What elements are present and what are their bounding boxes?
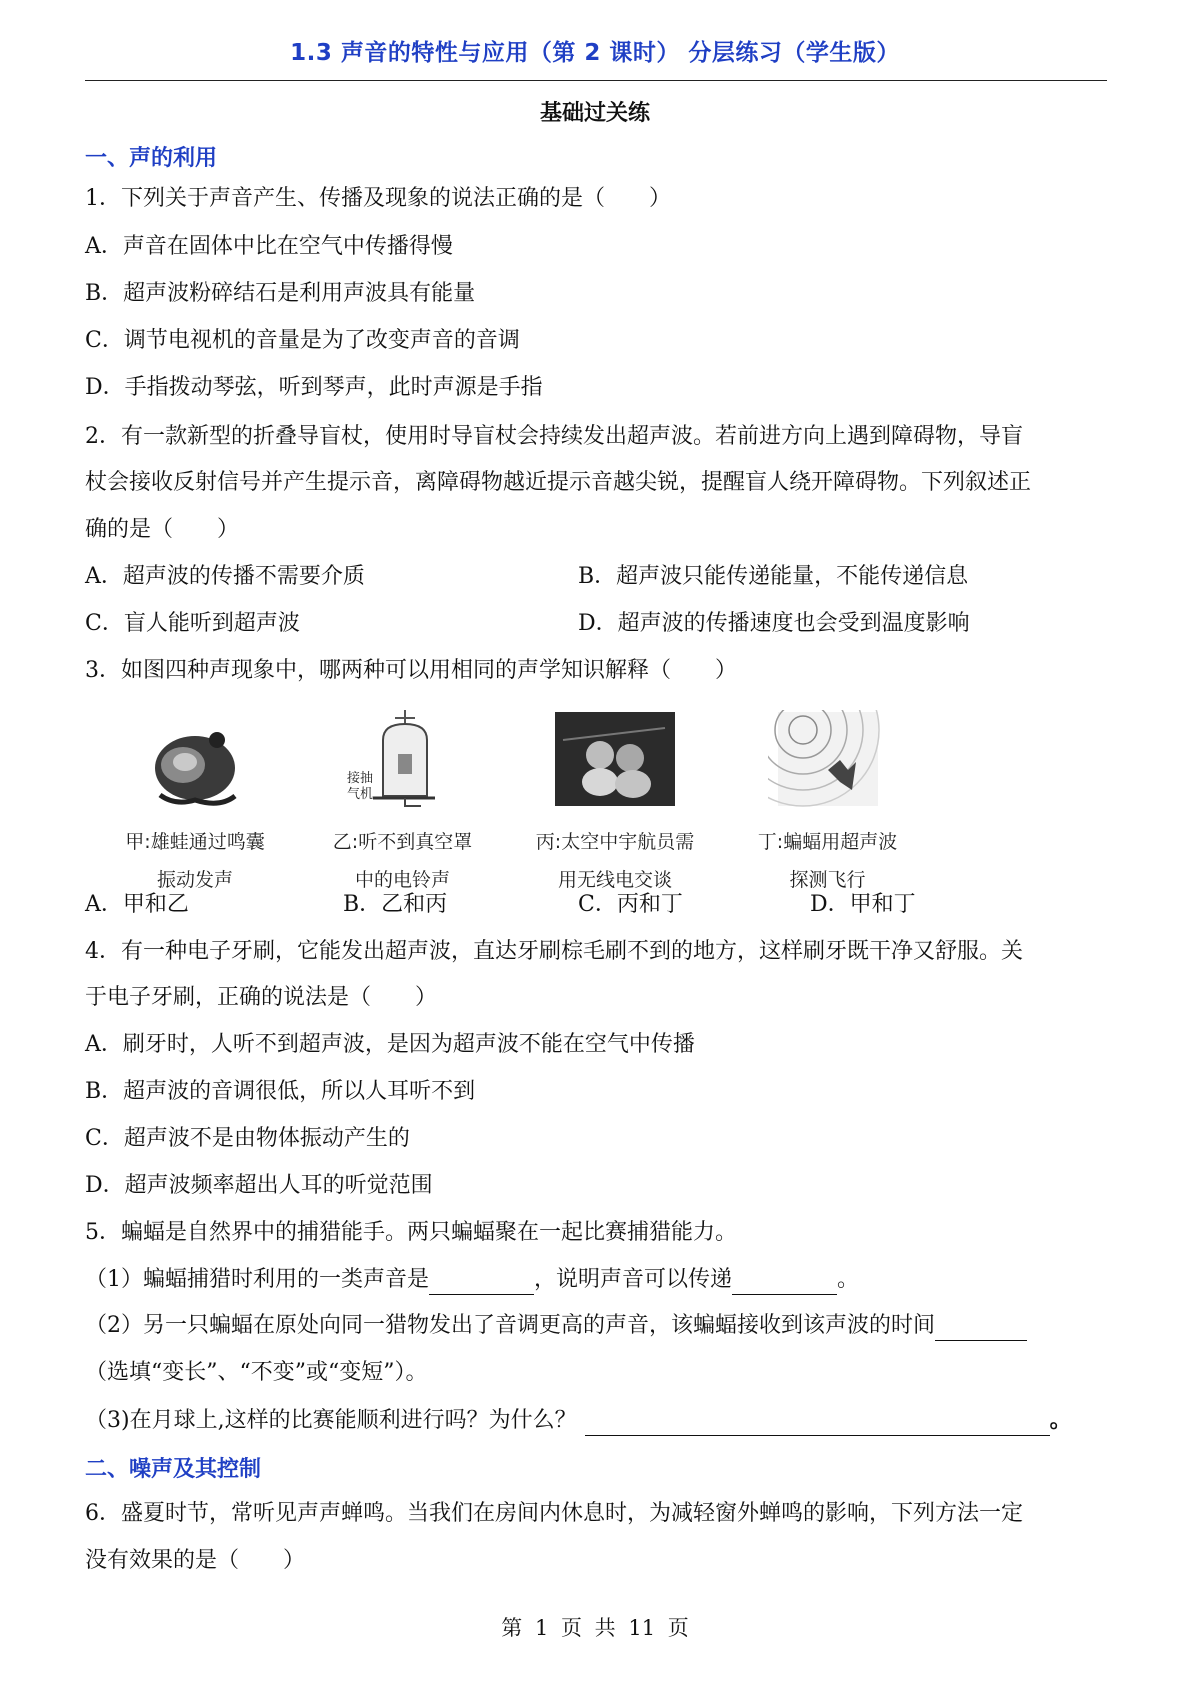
q5-part1-text-b: ，说明声音可以传递: [534, 1267, 733, 1292]
figure-jia: [105, 710, 285, 899]
question-2-option-a: A．超声波的传播不需要介质: [85, 564, 365, 589]
question-1-option-b: B．超声波粉碎结石是利用声波具有能量: [85, 281, 476, 306]
question-4-option-a: A．刷牙时，人听不到超声波，是因为超声波不能在空气中传播: [85, 1032, 695, 1057]
question-3-figures: [85, 710, 985, 891]
q5-answer-blank-3[interactable]: [935, 1318, 1027, 1341]
section-heading-noise-control: 二、噪声及其控制: [85, 1457, 262, 1482]
question-6-stem-line: 没有效果的是（ ）: [85, 1548, 306, 1573]
bell-jar-label-1: 接抽: [346, 771, 373, 786]
figure-ding-caption-line2: 探测飞行: [789, 869, 866, 891]
figure-ding-caption-line1: 丁:蝙蝠用超声波: [757, 831, 898, 853]
q5-part2-text-a: （2）另一只蝙蝠在原处向同一猎物发出了音调更高的声音，该蝙蝠接收到该声波的时间: [85, 1313, 935, 1338]
question-2-stem-line: 确的是（ ）: [85, 517, 240, 542]
level-heading: 基础过关练: [539, 101, 650, 126]
q5-part3-text-b: 。: [1049, 1407, 1072, 1433]
figure-yi-caption-line2: 中的电铃声: [354, 869, 450, 891]
section-heading-sound-use: 一、声的利用: [85, 146, 218, 171]
question-2-option-b: B．超声波只能传递能量，不能传递信息: [578, 564, 969, 589]
question-3-option-d: D．甲和丁: [810, 892, 916, 917]
q5-part1-text-c: 。: [837, 1267, 860, 1292]
bell-jar-label-2: 气机: [346, 787, 373, 802]
question-1-option-d: D．手指拨动琴弦，听到琴声，此时声源是手指: [85, 375, 543, 400]
frog-image: [135, 710, 255, 810]
q5-part1-text-a: （1）蝙蝠捕猎时利用的一类声音是: [85, 1267, 429, 1292]
figure-ding: [735, 710, 920, 899]
question-5-part-3: [85, 1405, 1072, 1436]
question-3-stem: 3．如图四种声现象中，哪两种可以用相同的声学知识解释（ ）: [85, 658, 737, 683]
question-2-option-d: D．超声波的传播速度也会受到温度影响: [578, 611, 970, 636]
figure-yi-caption-line1: 乙:听不到真空罩: [332, 831, 473, 853]
q5-answer-blank-4[interactable]: [585, 1413, 1050, 1436]
q5-answer-blank-2[interactable]: [732, 1272, 837, 1295]
question-4-stem-line: 4．有一种电子牙刷，它能发出超声波，直达牙刷棕毛刷不到的地方，这样刷牙既干净又舒服。关: [85, 939, 1024, 964]
astronaut-image: [555, 710, 675, 810]
figure-bing-caption-line1: 丙:太空中宇航员需: [535, 831, 695, 853]
header-divider: [85, 80, 1107, 81]
question-4-option-c: C．超声波不是由物体振动产生的: [85, 1126, 410, 1151]
figure-yi: [310, 710, 495, 899]
figure-jia-caption-line1: 甲:雄蛙通过鸣囊: [125, 831, 265, 853]
document-title: 1.3 声音的特性与应用（第 2 课时） 分层练习（学生版）: [290, 40, 900, 66]
figure-bing: [515, 710, 715, 899]
question-6-stem-line: 6．盛夏时节，常听见声声蝉鸣。当我们在房间内休息时，为减轻窗外蝉鸣的影响，下列方法一定: [85, 1501, 1024, 1526]
question-5-stem: 5．蝙蝠是自然界中的捕猎能手。两只蝙蝠聚在一起比赛捕猎能力。: [85, 1220, 737, 1245]
question-1-option-c: C．调节电视机的音量是为了改变声音的音调: [85, 328, 520, 353]
question-4-option-b: B．超声波的音调很低，所以人耳听不到: [85, 1079, 476, 1104]
q5-answer-blank-1[interactable]: [429, 1272, 534, 1295]
q5-part3-text-a: （3)在月球上,这样的比赛能顺利进行吗？为什么？: [85, 1408, 577, 1433]
question-2-stem-line: 2．有一款新型的折叠导盲杖，使用时导盲杖会持续发出超声波。若前进方向上遇到障碍物，导盲: [85, 424, 1024, 449]
question-4-option-d: D．超声波频率超出人耳的听觉范围: [85, 1173, 433, 1198]
bat-image: [768, 710, 888, 810]
question-1-stem: 1．下列关于声音产生、传播及现象的说法正确的是（ ）: [85, 186, 671, 211]
figure-bing-caption-line2: 用无线电交谈: [557, 869, 672, 891]
question-3-option-b: B．乙和丙: [343, 892, 448, 917]
question-5-part-2-options: （选填“变长”、“不变”或“变短”）。: [85, 1360, 428, 1385]
bell-jar-image: [343, 710, 463, 810]
question-3-option-a: A．甲和乙: [85, 892, 189, 917]
question-2-option-c: C．盲人能听到超声波: [85, 611, 300, 636]
page-number: 第 1 页 共 11 页: [501, 1616, 689, 1640]
question-5-part-2: [85, 1311, 1027, 1341]
question-1-option-a: A．声音在固体中比在空气中传播得慢: [85, 234, 453, 259]
figure-jia-caption-line2: 振动发声: [156, 869, 233, 891]
question-4-stem-line: 于电子牙刷，正确的说法是（ ）: [85, 985, 438, 1010]
question-5-part-1: [85, 1265, 859, 1295]
question-2-stem-line: 杖会接收反射信号并产生提示音，离障碍物越近提示音越尖锐，提醒盲人绕开障碍物。下列叙述正: [85, 470, 1032, 495]
question-3-option-c: C．丙和丁: [578, 892, 683, 917]
